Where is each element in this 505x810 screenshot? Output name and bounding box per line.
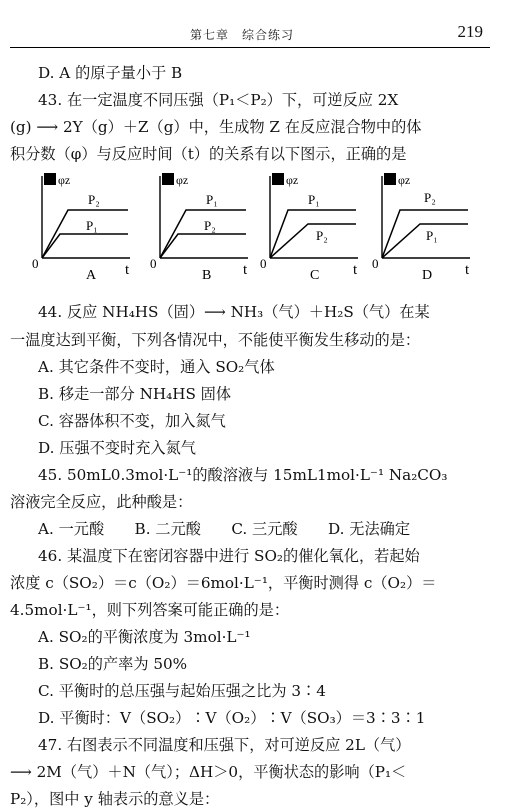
upper-label: P₁ xyxy=(308,192,320,207)
graph-a xyxy=(30,168,142,280)
axis-y-label: φz xyxy=(58,173,71,187)
axis-y-label: φz xyxy=(286,173,299,187)
option-b: B. 移走一部分 NH₄HS 固体 xyxy=(38,385,232,403)
graph-option-label: B xyxy=(202,268,212,280)
axis-y-label: φz xyxy=(176,173,189,187)
axis-x-label: t xyxy=(243,262,248,278)
lower-label: P₂ xyxy=(316,228,328,243)
text-line: 4.5mol·L⁻¹，则下列答案可能正确的是： xyxy=(10,601,290,619)
option-d: D. 平衡时：V（SO₂）∶V（O₂）∶V（SO₃）＝3∶3∶1 xyxy=(38,709,426,727)
phi-box xyxy=(44,173,56,185)
origin-label: 0 xyxy=(32,256,39,271)
graph-option-label: C xyxy=(310,268,320,280)
origin-label: 0 xyxy=(150,256,157,271)
lower-curve xyxy=(42,234,128,258)
lower-label: P₁ xyxy=(86,218,98,233)
upper-curve xyxy=(270,210,356,258)
question-44-line: 44. 反应 NH₄HS（固）⟶ NH₃（气）＋H₂S（气）在某 xyxy=(38,303,430,321)
option-c: C. 容器体积不变，加入氮气 xyxy=(38,412,226,430)
origin-label: 0 xyxy=(372,256,379,271)
question-43-line: 43. 在一定温度不同压强（P₁＜P₂）下，可逆反应 2X xyxy=(38,91,399,109)
text-line: P₂），图中 y 轴表示的意义是： xyxy=(10,790,220,808)
option-b: B. SO₂的产率为 50% xyxy=(38,655,188,673)
question-46-line: 46. 某温度下在密闭容器中进行 SO₂的催化氧化，若起始 xyxy=(38,547,420,565)
text-line: 积分数（φ）与反应时间（t）的关系有以下图示，正确的是 xyxy=(10,145,407,163)
text-line: 浓度 c（SO₂）＝c（O₂）＝6mol·L⁻¹，平衡时测得 c（O₂）＝ xyxy=(10,574,437,592)
lower-curve xyxy=(382,224,468,258)
page-number: 219 xyxy=(457,22,483,41)
axis-x-label: t xyxy=(125,262,130,278)
header-rule xyxy=(10,47,490,48)
axis-x-label: t xyxy=(465,262,470,278)
chapter-header: 第七章 综合练习 xyxy=(190,28,295,42)
lower-curve xyxy=(270,224,356,258)
graph-b xyxy=(148,168,260,280)
lower-curve xyxy=(160,234,246,258)
options-line: A. 一元酸 B. 二元酸 C. 三元酸 D. 无法确定 xyxy=(38,520,411,538)
lower-label: P₁ xyxy=(426,228,438,243)
option-d: D. 压强不变时充入氮气 xyxy=(38,439,196,457)
question-45-line: 45. 50mL0.3mol·L⁻¹的酸溶液与 15mL1mol·L⁻¹ Na₂CO₃ xyxy=(38,466,448,484)
question-47-line: 47. 右图表示不同温度和压强下，对可逆反应 2L（气） xyxy=(38,736,411,754)
upper-label: P₁ xyxy=(206,192,218,207)
text-line: ⟶ 2M（气）＋N（气）；ΔH＞0，平衡状态的影响（P₁＜ xyxy=(10,763,407,781)
graph-option-label: D xyxy=(422,268,433,280)
text-line: 溶液完全反应，此种酸是： xyxy=(10,493,193,511)
option-a: A. SO₂的平衡浓度为 3mol·L⁻¹ xyxy=(38,628,251,646)
text-line: 一温度达到平衡，下列各情况中，不能使平衡发生移动的是： xyxy=(10,331,421,349)
axis-y-label: φz xyxy=(398,173,411,187)
phi-box xyxy=(162,173,174,185)
axis-x-label: t xyxy=(353,262,358,278)
upper-label: P₂ xyxy=(424,190,436,205)
origin-label: 0 xyxy=(260,256,267,271)
text-line: (g) ⟶ 2Y（g）＋Z（g）中，生成物 Z 在反应混合物中的体 xyxy=(10,118,422,136)
phi-box xyxy=(272,173,284,185)
option-c: C. 平衡时的总压强与起始压强之比为 3∶4 xyxy=(38,682,326,700)
upper-curve xyxy=(382,210,468,258)
upper-label: P₂ xyxy=(88,192,100,207)
phi-box xyxy=(384,173,396,185)
graph-option-label: A xyxy=(86,268,97,280)
graph-d xyxy=(370,168,482,280)
text-line: D. A 的原子量小于 B xyxy=(38,64,183,82)
lower-label: P₂ xyxy=(204,218,216,233)
graph-c xyxy=(258,168,370,280)
option-a: A. 其它条件不变时，通入 SO₂气体 xyxy=(38,358,275,376)
